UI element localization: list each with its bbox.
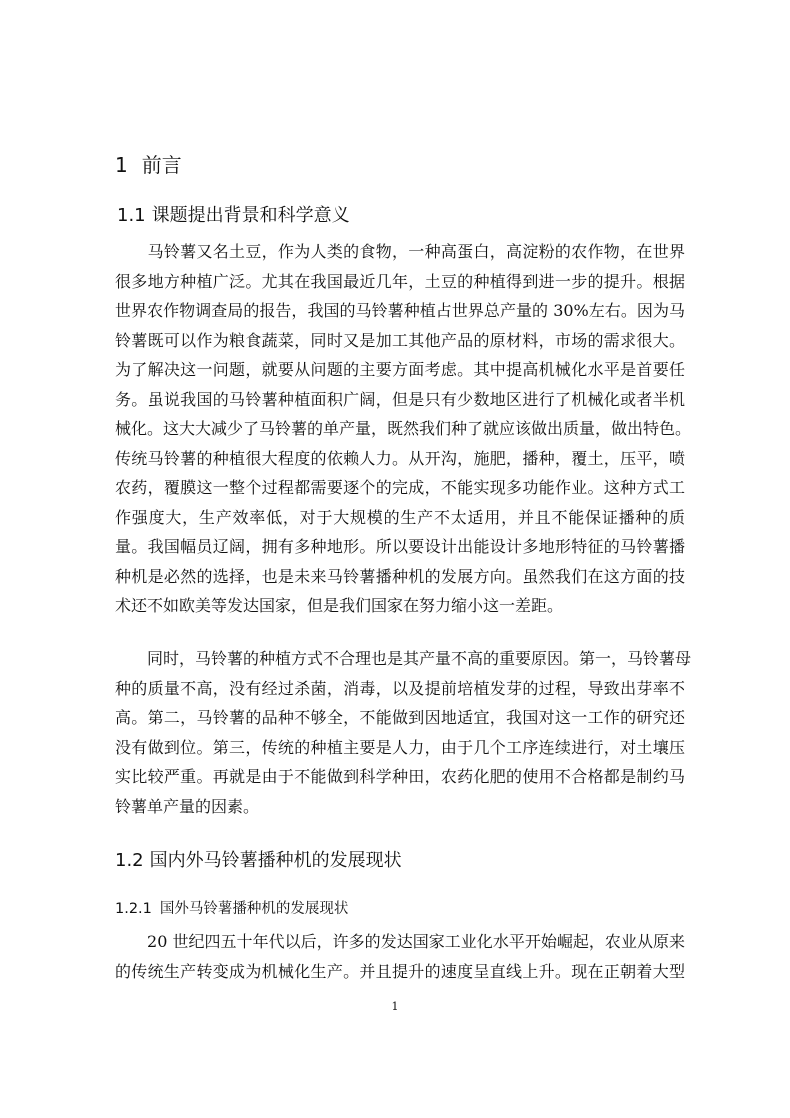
text-line: 量。我国幅员辽阔，拥有多种地形。所以要设计出能设计多地形特征的马铃薯播 <box>115 537 685 556</box>
text-line: 世界农作物调查局的报告，我国的马铃薯种植占世界总产量的 30%左右。因为马 <box>115 301 685 320</box>
text-line: 种机是必然的选择，也是未来马铃薯播种机的发展方向。虽然我们在这方面的技 <box>115 566 685 586</box>
text-line: 铃薯单产量的因素。 <box>115 796 260 816</box>
text-line: 种的质量不高，没有经过杀菌，消毒，以及提前培植发芽的过程，导致出芽率不 <box>115 678 685 698</box>
text-line: 为了解决这一问题，就要从问题的主要方面考虑。其中提高机械化水平是首要任 <box>115 360 685 379</box>
section-title: 国外马铃薯播种机的发展现状 <box>159 901 349 917</box>
paragraph-planting-methods <box>115 644 692 821</box>
page-number: 1 <box>391 1000 399 1013</box>
text-line: 械化。这大大减少了马铃薯的单产量，既然我们种了就应该做出质量，做出特色。 <box>115 419 692 438</box>
section-number: 1.1 <box>117 205 146 226</box>
paragraph-foreign-development <box>115 927 685 986</box>
section-title: 前言 <box>141 153 182 177</box>
text-line: 20 世纪四五十年代以后，许多的发达国家工业化水平开始崛起，农业从原来 <box>115 932 685 951</box>
section-title: 国内外马铃薯播种机的发展现状 <box>149 850 402 871</box>
text-line: 的传统生产转变成为机械化生产。并且提升的速度呈直线上升。现在正朝着大型 <box>115 961 685 981</box>
text-line: 实比较严重。再就是由于不能做到科学种田，农药化肥的使用不合格都是制约马 <box>115 767 685 786</box>
section-number: 1.2.1 <box>115 901 152 917</box>
text-line: 马铃薯又名土豆，作为人类的食物，一种高蛋白，高淀粉的农作物，在世界 <box>115 242 685 261</box>
text-line: 作强度大，生产效率低，对于大规模的生产不太适用，并且不能保证播种的质 <box>115 507 685 527</box>
text-line: 术还不如欧美等发达国家，但是我们国家在努力缩小这一差距。 <box>115 596 564 615</box>
text-line: 高。第二，马铃薯的品种不够全，不能做到因地适宜，我国对这一工作的研究还 <box>115 708 685 727</box>
section-heading-1-2-1 <box>115 897 348 921</box>
text-line: 没有做到位。第三，传统的种植主要是人力，由于几个工序连续进行，对土壤压 <box>115 737 685 757</box>
section-number: 1.2 <box>115 850 144 871</box>
section-number: 1 <box>115 153 128 177</box>
text-line: 传统马铃薯的种植很大程度的依赖人力。从开沟，施肥，播种，覆土，压平，喷 <box>115 448 685 468</box>
text-line: 农药，覆膜这一整个过程都需要逐个的完成，不能实现多功能作业。这种方式工 <box>115 478 685 497</box>
text-line: 铃薯既可以作为粮食蔬菜，同时又是加工其他产品的原材料，市场的需求很大。 <box>115 330 685 350</box>
section-title: 课题提出背景和科学意义 <box>151 205 350 226</box>
paragraph-background <box>115 237 692 621</box>
section-heading-1-2 <box>115 847 402 875</box>
section-heading-1 <box>115 150 182 180</box>
text-line: 同时，马铃薯的种植方式不合理也是其产量不高的重要原因。第一，马铃薯母 <box>115 649 692 668</box>
text-line: 很多地方种植广泛。尤其在我国最近几年，土豆的种植得到进一步的提升。根据 <box>115 271 685 291</box>
section-heading-1-1 <box>117 202 350 230</box>
text-line: 务。虽说我国的马铃薯种植面积广阔，但是只有少数地区进行了机械化或者半机 <box>115 389 685 409</box>
